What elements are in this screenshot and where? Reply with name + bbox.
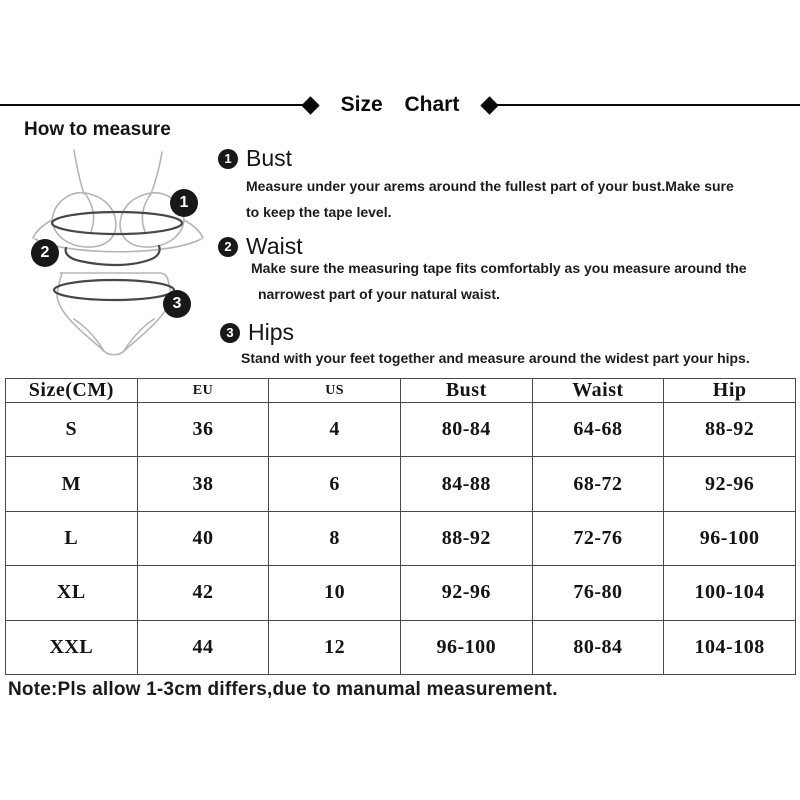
figure-badge-hips: 3 [163,290,191,318]
cell-bust: 92-96 [400,566,532,620]
badge-2-icon: 2 [218,237,238,257]
hips-instruction-line-1: Stand with your feet together and measure around the widest part your hips. [241,350,750,366]
cell-hip: 104-108 [664,620,796,674]
cell-us: 8 [269,511,401,565]
title-rule-left [0,104,304,106]
col-header-bust: Bust [400,379,532,403]
figure-badge-bust: 1 [170,189,198,217]
table-row-s [6,403,796,457]
cell-eu: 44 [137,620,269,674]
table-row-xl [6,566,796,620]
cell-eu: 38 [137,457,269,511]
how-to-measure-label: How to measure [24,119,171,140]
cell-us: 10 [269,566,401,620]
section-waist-heading [218,233,303,260]
waist-instruction-line-2: narrowest part of your natural waist. [258,286,500,302]
section-hips-heading [220,319,294,346]
table-row-m [6,457,796,511]
cell-size: M [6,457,138,511]
cell-hip: 88-92 [664,403,796,457]
cell-waist: 72-76 [532,511,664,565]
col-header-size: Size(CM) [6,379,138,403]
cell-hip: 100-104 [664,566,796,620]
cell-eu: 36 [137,403,269,457]
size-table [5,378,796,675]
cell-waist: 80-84 [532,620,664,674]
cell-eu: 40 [137,511,269,565]
diamond-icon [301,96,319,114]
cell-size: L [6,511,138,565]
table-row-l [6,511,796,565]
col-header-waist: Waist [532,379,664,403]
col-header-eu: EU [137,379,269,403]
diamond-icon [481,96,499,114]
section-bust-heading [218,145,292,172]
cell-bust: 84-88 [400,457,532,511]
measurement-note: Note:Pls allow 1-3cm differs,due to manumal measurement. [8,679,558,700]
bust-instruction-line-1: Measure under your arems around the fullest part of your bust.Make sure [246,178,734,194]
cell-waist: 76-80 [532,566,664,620]
figure-badge-waist: 2 [31,239,59,267]
section-hips-title: Hips [248,319,295,345]
title-bar [0,92,800,118]
cell-hip: 96-100 [664,511,796,565]
section-bust-title: Bust [246,145,293,171]
page-title: Size Chart [340,93,460,116]
waist-instruction-line-1: Make sure the measuring tape fits comfortably as you measure around the [251,260,747,276]
col-header-us: US [269,379,401,403]
cell-us: 4 [269,403,401,457]
table-row-xxl [6,620,796,674]
cell-us: 12 [269,620,401,674]
cell-size: XL [6,566,138,620]
badge-1-icon: 1 [218,149,238,169]
cell-us: 6 [269,457,401,511]
badge-3-icon: 3 [220,323,240,343]
title-rule-right [496,104,800,106]
cell-bust: 96-100 [400,620,532,674]
size-table-header-row [6,379,796,403]
cell-waist: 64-68 [532,403,664,457]
col-header-hip: Hip [664,379,796,403]
cell-hip: 92-96 [664,457,796,511]
cell-eu: 42 [137,566,269,620]
cell-size: XXL [6,620,138,674]
cell-waist: 68-72 [532,457,664,511]
cell-bust: 80-84 [400,403,532,457]
section-waist-title: Waist [246,233,303,259]
bust-instruction-line-2: to keep the tape level. [246,204,392,220]
cell-size: S [6,403,138,457]
cell-bust: 88-92 [400,511,532,565]
